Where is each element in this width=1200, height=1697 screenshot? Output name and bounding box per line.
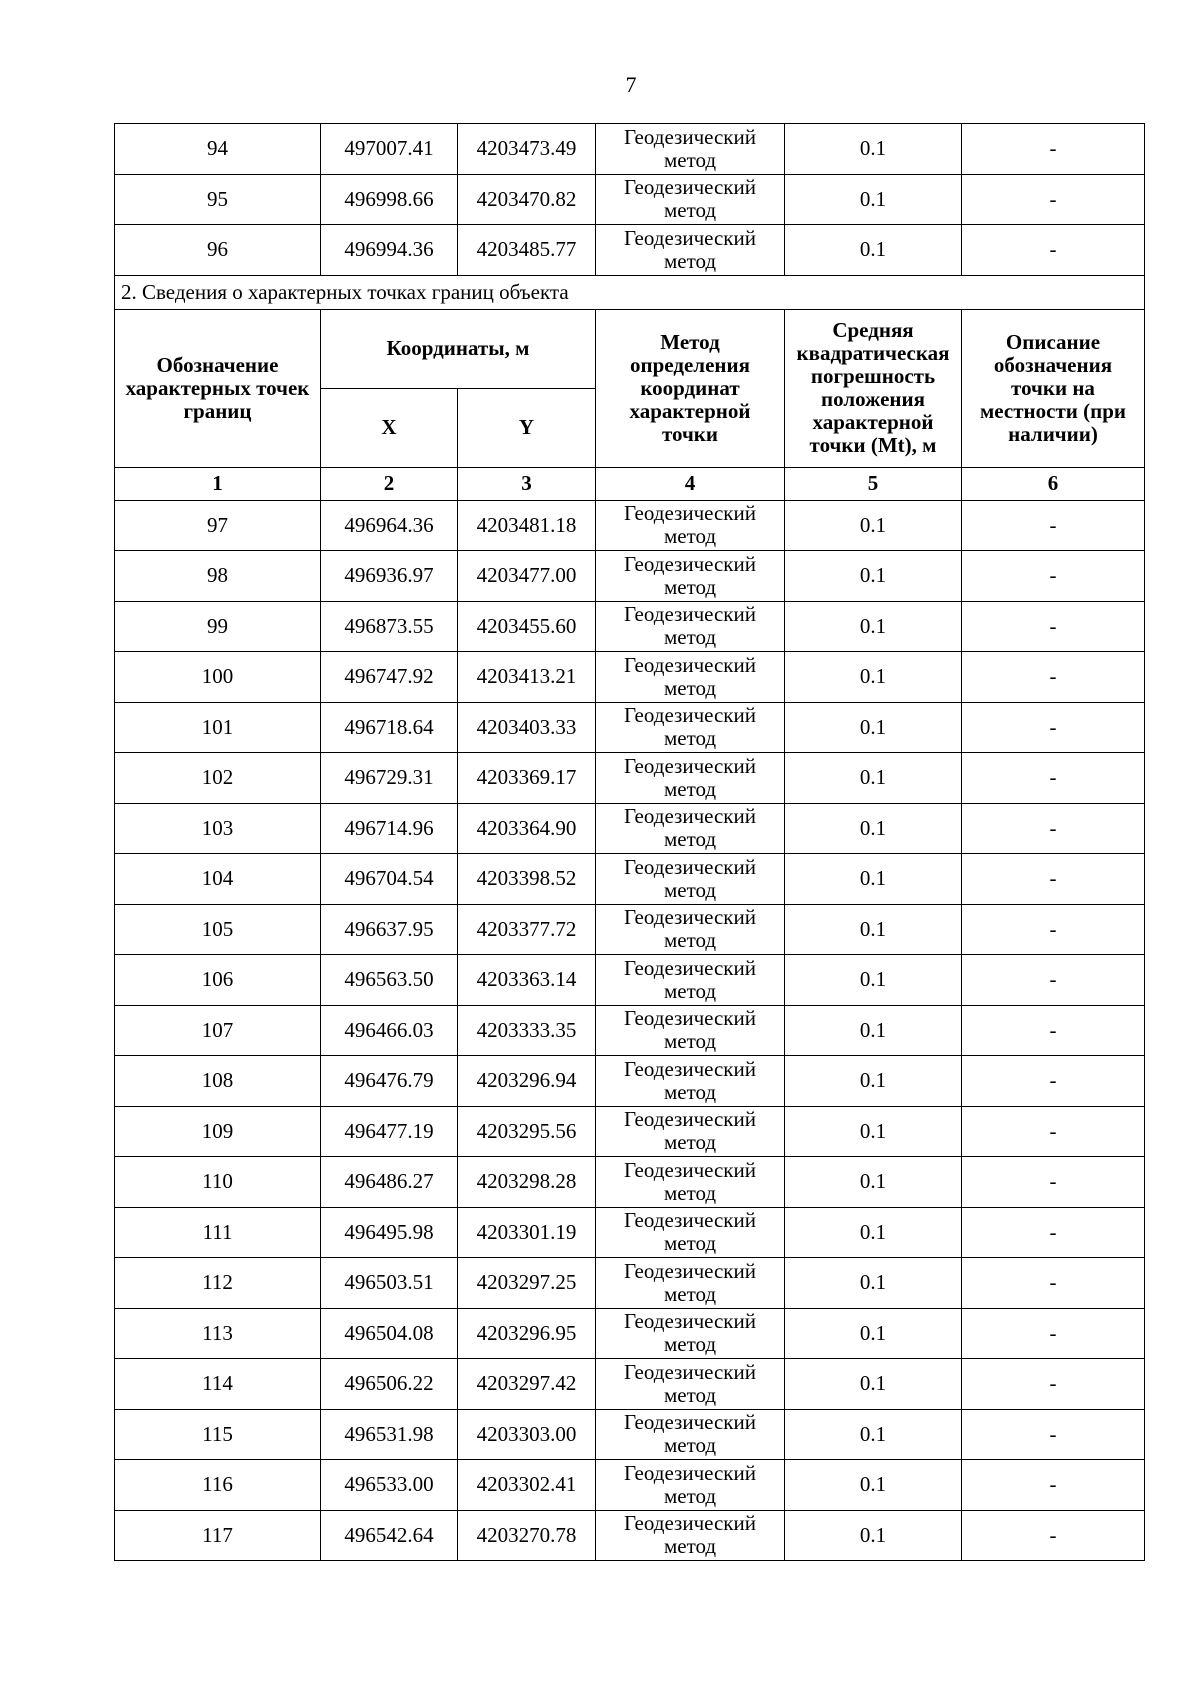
mt-error: 0.1 <box>785 1308 962 1359</box>
coord-x: 496873.55 <box>321 601 458 652</box>
coord-x: 496466.03 <box>321 1005 458 1056</box>
point-id: 94 <box>115 124 321 175</box>
method: Геодезический метод <box>596 652 785 703</box>
coord-y: 4203301.19 <box>458 1207 596 1258</box>
column-number: 5 <box>785 467 962 500</box>
point-id: 95 <box>115 174 321 225</box>
table-row <box>115 1359 1145 1410</box>
point-id: 107 <box>115 1005 321 1056</box>
description: - <box>962 601 1145 652</box>
point-id: 108 <box>115 1056 321 1107</box>
coord-x: 496718.64 <box>321 702 458 753</box>
column-number: 2 <box>321 467 458 500</box>
column-number: 3 <box>458 467 596 500</box>
table-row <box>115 753 1145 804</box>
coord-y: 4203369.17 <box>458 753 596 804</box>
description: - <box>962 955 1145 1006</box>
point-id: 99 <box>115 601 321 652</box>
coord-x: 496637.95 <box>321 904 458 955</box>
description: - <box>962 1409 1145 1460</box>
point-id: 104 <box>115 854 321 905</box>
mt-error: 0.1 <box>785 652 962 703</box>
point-id: 113 <box>115 1308 321 1359</box>
mt-error: 0.1 <box>785 955 962 1006</box>
table-row <box>115 1308 1145 1359</box>
method: Геодезический метод <box>596 1157 785 1208</box>
coord-y: 4203377.72 <box>458 904 596 955</box>
description: - <box>962 1359 1145 1410</box>
mt-error: 0.1 <box>785 500 962 551</box>
point-id: 109 <box>115 1106 321 1157</box>
description: - <box>962 1460 1145 1511</box>
coord-y: 4203473.49 <box>458 124 596 175</box>
table-row <box>115 1409 1145 1460</box>
coord-x: 496563.50 <box>321 955 458 1006</box>
method: Геодезический метод <box>596 1207 785 1258</box>
coord-y: 4203296.94 <box>458 1056 596 1107</box>
section-title: 2. Сведения о характерных точках границ объекта <box>115 275 1145 309</box>
header-y: Y <box>458 388 596 467</box>
description: - <box>962 1510 1145 1561</box>
point-id: 100 <box>115 652 321 703</box>
table-row <box>115 1106 1145 1157</box>
table-row <box>115 551 1145 602</box>
point-id: 96 <box>115 225 321 276</box>
table-row <box>115 1258 1145 1309</box>
header-row <box>115 309 1145 388</box>
coord-y: 4203298.28 <box>458 1157 596 1208</box>
coord-y: 4203303.00 <box>458 1409 596 1460</box>
coord-y: 4203481.18 <box>458 500 596 551</box>
description: - <box>962 1005 1145 1056</box>
coord-y: 4203470.82 <box>458 174 596 225</box>
description: - <box>962 904 1145 955</box>
mt-error: 0.1 <box>785 1359 962 1410</box>
description: - <box>962 1056 1145 1107</box>
description: - <box>962 652 1145 703</box>
mt-error: 0.1 <box>785 1258 962 1309</box>
point-id: 111 <box>115 1207 321 1258</box>
point-id: 103 <box>115 803 321 854</box>
coord-y: 4203297.42 <box>458 1359 596 1410</box>
point-id: 101 <box>115 702 321 753</box>
mt-error: 0.1 <box>785 753 962 804</box>
coord-x: 496531.98 <box>321 1409 458 1460</box>
top-rows <box>115 124 1145 276</box>
coord-y: 4203363.14 <box>458 955 596 1006</box>
table-row <box>115 1157 1145 1208</box>
description: - <box>962 124 1145 175</box>
table-row <box>115 1056 1145 1107</box>
coord-y: 4203413.21 <box>458 652 596 703</box>
header-coordinates: Координаты, м <box>321 309 596 388</box>
mt-error: 0.1 <box>785 904 962 955</box>
method: Геодезический метод <box>596 753 785 804</box>
method: Геодезический метод <box>596 551 785 602</box>
method: Геодезический метод <box>596 955 785 1006</box>
table-row <box>115 174 1145 225</box>
coord-y: 4203295.56 <box>458 1106 596 1157</box>
point-id: 114 <box>115 1359 321 1410</box>
coord-x: 496504.08 <box>321 1308 458 1359</box>
coord-x: 496477.19 <box>321 1106 458 1157</box>
point-id: 105 <box>115 904 321 955</box>
column-number: 1 <box>115 467 321 500</box>
mt-error: 0.1 <box>785 124 962 175</box>
coord-y: 4203270.78 <box>458 1510 596 1561</box>
point-id: 112 <box>115 1258 321 1309</box>
coord-y: 4203477.00 <box>458 551 596 602</box>
method: Геодезический метод <box>596 1409 785 1460</box>
mt-error: 0.1 <box>785 1207 962 1258</box>
method: Геодезический метод <box>596 1510 785 1561</box>
main-rows <box>115 500 1145 1561</box>
coord-x: 496994.36 <box>321 225 458 276</box>
header-method: Метод определения координат характерной точки <box>596 309 785 467</box>
table-row <box>115 955 1145 1006</box>
mt-error: 0.1 <box>785 601 962 652</box>
method: Геодезический метод <box>596 1258 785 1309</box>
table-row <box>115 1207 1145 1258</box>
coord-y: 4203398.52 <box>458 854 596 905</box>
method: Геодезический метод <box>596 124 785 175</box>
coord-x: 496486.27 <box>321 1157 458 1208</box>
method: Геодезический метод <box>596 854 785 905</box>
coord-x: 496533.00 <box>321 1460 458 1511</box>
mt-error: 0.1 <box>785 702 962 753</box>
coord-x: 496936.97 <box>321 551 458 602</box>
description: - <box>962 500 1145 551</box>
description: - <box>962 1308 1145 1359</box>
coord-y: 4203455.60 <box>458 601 596 652</box>
coord-x: 496542.64 <box>321 1510 458 1561</box>
method: Геодезический метод <box>596 904 785 955</box>
mt-error: 0.1 <box>785 551 962 602</box>
table-row <box>115 904 1145 955</box>
table-row <box>115 124 1145 175</box>
table-row <box>115 500 1145 551</box>
coord-x: 496729.31 <box>321 753 458 804</box>
mt-error: 0.1 <box>785 1056 962 1107</box>
coord-x: 496998.66 <box>321 174 458 225</box>
method: Геодезический метод <box>596 1106 785 1157</box>
method: Геодезический метод <box>596 1460 785 1511</box>
table-row <box>115 854 1145 905</box>
coord-y: 4203302.41 <box>458 1460 596 1511</box>
method: Геодезический метод <box>596 1359 785 1410</box>
description: - <box>962 803 1145 854</box>
coord-x: 496714.96 <box>321 803 458 854</box>
coord-x: 497007.41 <box>321 124 458 175</box>
point-id: 117 <box>115 1510 321 1561</box>
method: Геодезический метод <box>596 702 785 753</box>
table-row <box>115 652 1145 703</box>
mt-error: 0.1 <box>785 803 962 854</box>
description: - <box>962 225 1145 276</box>
method: Геодезический метод <box>596 1005 785 1056</box>
coord-y: 4203485.77 <box>458 225 596 276</box>
description: - <box>962 1157 1145 1208</box>
description: - <box>962 551 1145 602</box>
coord-x: 496506.22 <box>321 1359 458 1410</box>
method: Геодезический метод <box>596 225 785 276</box>
table-row <box>115 803 1145 854</box>
method: Геодезический метод <box>596 500 785 551</box>
coord-x: 496495.98 <box>321 1207 458 1258</box>
mt-error: 0.1 <box>785 1510 962 1561</box>
table-row <box>115 1460 1145 1511</box>
header-error: Средняя квадратическая погрешность положения характерной точки (Mt), м <box>785 309 962 467</box>
description: - <box>962 854 1145 905</box>
coord-x: 496747.92 <box>321 652 458 703</box>
coord-x: 496503.51 <box>321 1258 458 1309</box>
coord-y: 4203403.33 <box>458 702 596 753</box>
mt-error: 0.1 <box>785 1106 962 1157</box>
section-header <box>115 275 1145 500</box>
mt-error: 0.1 <box>785 1460 962 1511</box>
table-row <box>115 1005 1145 1056</box>
coord-y: 4203296.95 <box>458 1308 596 1359</box>
method: Геодезический метод <box>596 1308 785 1359</box>
mt-error: 0.1 <box>785 225 962 276</box>
mt-error: 0.1 <box>785 174 962 225</box>
header-x: X <box>321 388 458 467</box>
method: Геодезический метод <box>596 174 785 225</box>
point-id: 98 <box>115 551 321 602</box>
point-id: 106 <box>115 955 321 1006</box>
mt-error: 0.1 <box>785 1157 962 1208</box>
boundary-points-table <box>114 123 1145 1561</box>
method: Геодезический метод <box>596 601 785 652</box>
column-number: 6 <box>962 467 1145 500</box>
coord-y: 4203364.90 <box>458 803 596 854</box>
description: - <box>962 702 1145 753</box>
point-id: 97 <box>115 500 321 551</box>
point-id: 115 <box>115 1409 321 1460</box>
table-row <box>115 1510 1145 1561</box>
description: - <box>962 753 1145 804</box>
mt-error: 0.1 <box>785 854 962 905</box>
coord-x: 496964.36 <box>321 500 458 551</box>
method: Геодезический метод <box>596 1056 785 1107</box>
column-number: 4 <box>596 467 785 500</box>
description: - <box>962 1106 1145 1157</box>
mt-error: 0.1 <box>785 1005 962 1056</box>
method: Геодезический метод <box>596 803 785 854</box>
description: - <box>962 1258 1145 1309</box>
table-row <box>115 702 1145 753</box>
section-title-row <box>115 275 1145 309</box>
header-description: Описание обозначения точки на местности (при наличии) <box>962 309 1145 467</box>
table-row <box>115 601 1145 652</box>
description: - <box>962 174 1145 225</box>
coord-x: 496476.79 <box>321 1056 458 1107</box>
point-id: 110 <box>115 1157 321 1208</box>
coord-y: 4203297.25 <box>458 1258 596 1309</box>
point-id: 116 <box>115 1460 321 1511</box>
point-id: 102 <box>115 753 321 804</box>
mt-error: 0.1 <box>785 1409 962 1460</box>
coord-y: 4203333.35 <box>458 1005 596 1056</box>
table-row <box>115 225 1145 276</box>
description: - <box>962 1207 1145 1258</box>
column-number-row <box>115 467 1145 500</box>
header-designation: Обозначение характерных точек границ <box>115 309 321 467</box>
page-number: 7 <box>625 72 637 97</box>
coord-x: 496704.54 <box>321 854 458 905</box>
